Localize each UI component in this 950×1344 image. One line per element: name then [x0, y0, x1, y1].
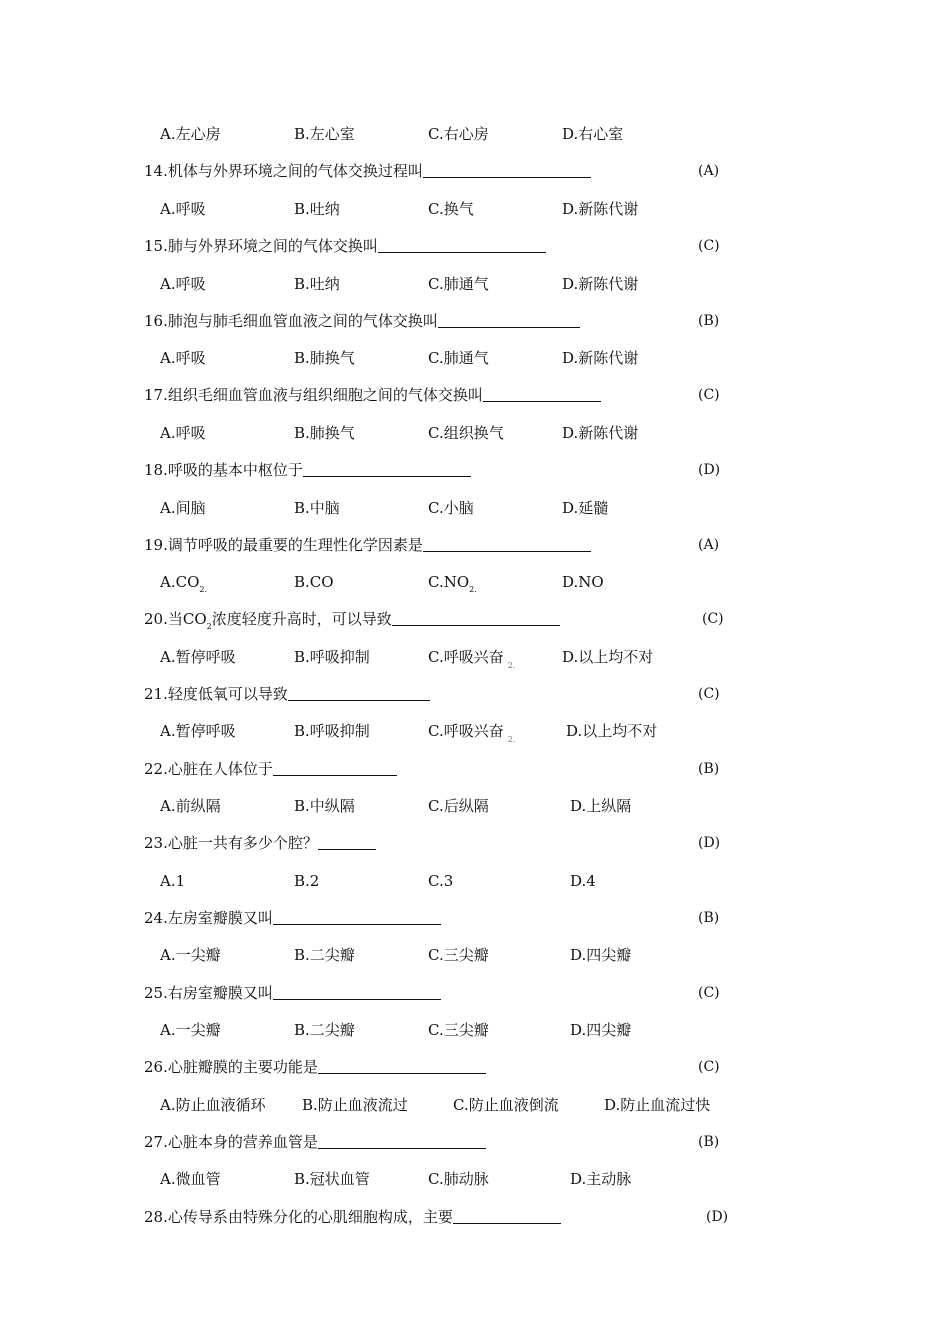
option-c: C.三尖瓣: [428, 1021, 489, 1039]
option-b: B.吐纳: [294, 275, 340, 293]
option-c: C.右心房: [428, 125, 489, 143]
question-28: [144, 1206, 561, 1228]
question-text: 21.轻度低氧可以导致: [144, 685, 288, 703]
option-a: A.暂停呼吸: [160, 722, 236, 740]
option-text: C.NO: [428, 573, 470, 591]
option-d: D.新陈代谢: [562, 275, 639, 293]
question-text: 25.右房室瓣膜又叫: [144, 984, 273, 1002]
option-b: B.冠状血管: [294, 1170, 370, 1188]
answer-blank: [392, 609, 560, 626]
question-text: 15.肺与外界环境之间的气体交换叫: [144, 237, 378, 255]
question-text: 16.肺泡与肺毛细血管血液之间的气体交换叫: [144, 312, 438, 330]
answer-key: (B): [698, 1134, 720, 1150]
option-d: D.防止血流过快: [604, 1096, 711, 1114]
question-text: 23.心脏一共有多少个腔？: [144, 834, 318, 852]
question-18: [144, 459, 471, 481]
option-d: D.四尖瓣: [570, 946, 632, 964]
subscript: 2: [206, 622, 212, 631]
answer-blank: [318, 1057, 486, 1074]
question-15: [144, 235, 546, 257]
option-a: A.呼吸: [160, 424, 206, 442]
option-text: A.CO: [160, 573, 200, 591]
answer-key: (A): [698, 537, 720, 553]
option-text: C.呼吸兴奋: [428, 722, 504, 740]
option-d: D.主动脉: [570, 1170, 632, 1188]
question-26: [144, 1056, 486, 1078]
option-b: B.2: [294, 872, 320, 890]
option-b: B.肺换气: [294, 424, 355, 442]
option-b: B.二尖瓣: [294, 946, 355, 964]
answer-blank: [303, 460, 471, 477]
answer-key: (D): [698, 462, 721, 478]
answer-key: (B): [698, 910, 720, 926]
option-a: [160, 571, 207, 601]
answer-key: (C): [698, 686, 720, 702]
option-a: A.微血管: [160, 1170, 221, 1188]
option-d: D.新陈代谢: [562, 200, 639, 218]
option-a: A.间脑: [160, 499, 206, 517]
subscript: 2.: [469, 585, 477, 594]
question-text: 14.机体与外界环境之间的气体交换过程叫: [144, 162, 423, 180]
option-d: D.NO: [562, 573, 604, 591]
option-a: A.前纵隔: [160, 797, 221, 815]
question-25: [144, 982, 441, 1004]
option-d: D.延髓: [562, 499, 609, 517]
option-d: D.四尖瓣: [570, 1021, 632, 1039]
answer-key: (B): [698, 761, 720, 777]
option-text: C.呼吸兴奋: [428, 648, 504, 666]
question-22: [144, 758, 397, 780]
option-a: A.一尖瓣: [160, 1021, 221, 1039]
question-text: 18.呼吸的基本中枢位于: [144, 461, 303, 479]
option-b: B.CO: [294, 573, 334, 591]
option-a: A.呼吸: [160, 349, 206, 367]
option-b: B.肺换气: [294, 349, 355, 367]
question-16: [144, 310, 580, 332]
option-c: C.肺动脉: [428, 1170, 489, 1188]
option-a: A.1: [160, 872, 186, 890]
option-c: C.换气: [428, 200, 474, 218]
option-b: B.吐纳: [294, 200, 340, 218]
option-b: B.左心室: [294, 125, 355, 143]
option-c: C.肺通气: [428, 349, 489, 367]
question-text: 17.组织毛细血管血液与组织细胞之间的气体交换叫: [144, 386, 483, 404]
option-c: C.3: [428, 872, 454, 890]
question-text: 24.左房室瓣膜又叫: [144, 909, 273, 927]
answer-key: (C): [698, 387, 720, 403]
option-c: [428, 646, 515, 671]
option-d: D.4: [570, 872, 596, 890]
answer-blank: [483, 385, 601, 402]
answer-key: (D): [698, 835, 721, 851]
option-a: A.呼吸: [160, 275, 206, 293]
answer-blank: [273, 983, 441, 1000]
question-text: 26.心脏瓣膜的主要功能是: [144, 1058, 318, 1076]
answer-key: (A): [698, 163, 720, 179]
question-21: [144, 683, 430, 705]
answer-blank: [453, 1207, 561, 1224]
answer-key: (C): [698, 1059, 720, 1075]
question-17: [144, 384, 601, 406]
answer-key: (D): [706, 1209, 729, 1225]
answer-blank: [318, 1132, 486, 1149]
option-b: B.二尖瓣: [294, 1021, 355, 1039]
question-text-pre: 20.当CO: [144, 610, 207, 628]
answer-key: (C): [698, 985, 720, 1001]
answer-blank: [273, 908, 441, 925]
option-d: D.右心室: [562, 125, 624, 143]
option-c: C.肺通气: [428, 275, 489, 293]
option-d: D.新陈代谢: [562, 349, 639, 367]
option-a: A.呼吸: [160, 200, 206, 218]
question-text: 22.心脏在人体位于: [144, 760, 273, 778]
option-a: A.左心房: [160, 125, 221, 143]
answer-blank: [318, 833, 376, 850]
question-text: 28.心传导系由特殊分化的心肌细胞构成，主要: [144, 1208, 453, 1226]
answer-blank: [423, 161, 591, 178]
option-a: A.防止血液循环: [160, 1096, 266, 1114]
stray-mark: 2.: [507, 735, 516, 744]
question-text-post: 浓度轻度升高时，可以导致: [211, 610, 392, 628]
question-27: [144, 1131, 486, 1153]
option-c: C.组织换气: [428, 424, 504, 442]
option-c: C.防止血液倒流: [453, 1096, 559, 1114]
subscript: 2.: [199, 585, 208, 594]
stray-mark: 2.: [507, 661, 516, 670]
question-23: [144, 832, 376, 854]
answer-key: (C): [702, 611, 724, 627]
question-text: 19.调节呼吸的最重要的生理性化学因素是: [144, 536, 423, 554]
question-14: [144, 160, 591, 182]
answer-blank: [438, 311, 580, 328]
option-c: C.小脑: [428, 499, 474, 517]
question-24: [144, 907, 441, 929]
question-19: [144, 534, 591, 556]
option-b: B.呼吸抑制: [294, 722, 370, 740]
answer-blank: [378, 236, 546, 253]
answer-blank: [423, 535, 591, 552]
option-c: [428, 720, 515, 745]
answer-key: (B): [698, 313, 720, 329]
option-d: D.以上均不对: [562, 648, 654, 666]
option-d: D.上纵隔: [570, 797, 632, 815]
option-b: B.中脑: [294, 499, 340, 517]
option-b: B.防止血液流过: [302, 1096, 408, 1114]
option-d: D.以上均不对: [566, 722, 658, 740]
option-c: [428, 571, 477, 601]
option-b: B.呼吸抑制: [294, 648, 370, 666]
option-b: B.中纵隔: [294, 797, 355, 815]
answer-key: (C): [698, 238, 720, 254]
question-text: 27.心脏本身的营养血管是: [144, 1133, 318, 1151]
option-d: D.新陈代谢: [562, 424, 639, 442]
option-a: A.暂停呼吸: [160, 648, 236, 666]
question-20: [144, 608, 560, 630]
option-c: C.后纵隔: [428, 797, 489, 815]
answer-blank: [273, 759, 397, 776]
option-a: A.一尖瓣: [160, 946, 221, 964]
answer-blank: [288, 684, 430, 701]
option-c: C.三尖瓣: [428, 946, 489, 964]
